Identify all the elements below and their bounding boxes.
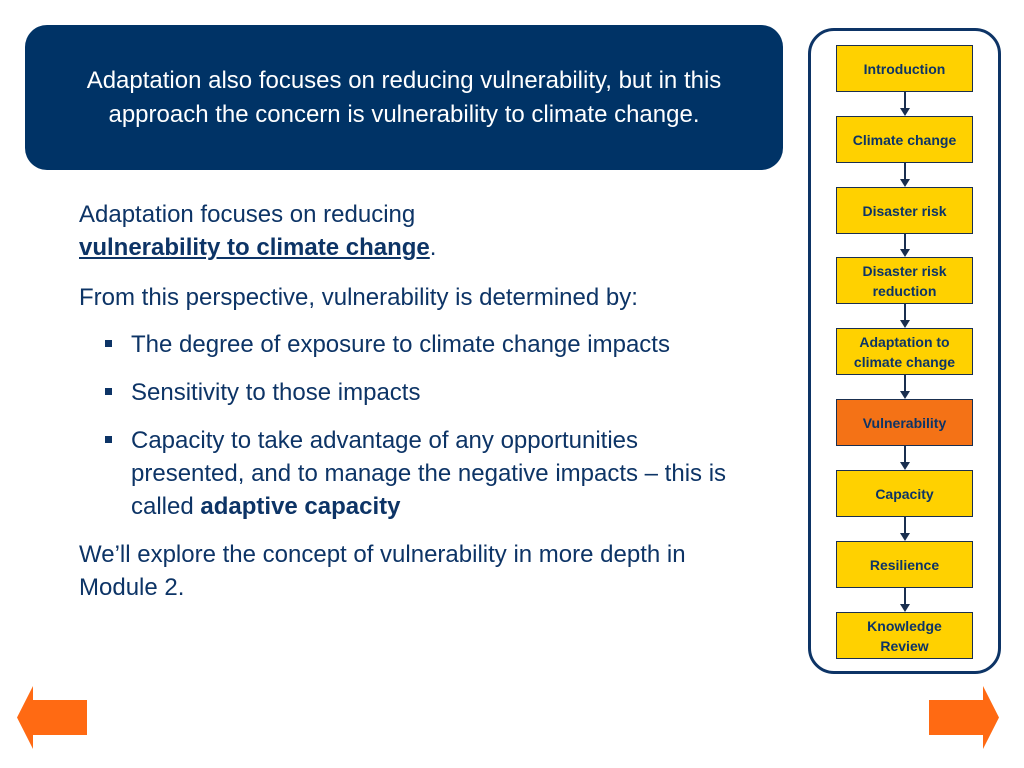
bullet-icon <box>105 436 112 443</box>
bullet-icon <box>105 388 112 395</box>
nav-item-adaptation[interactable]: Adaptation to climate change <box>836 328 973 375</box>
perspective-text: From this perspective, vulnerability is determined by: <box>79 284 638 311</box>
nav-connector-arrow <box>904 163 905 187</box>
list-item: Sensitivity to those impacts <box>79 376 731 409</box>
nav-item-capacity[interactable]: Capacity <box>836 470 973 517</box>
closing-text: We’ll explore the concept of vulnerability in more depth in Module 2. <box>79 541 686 601</box>
banner-line-1: Adaptation also focuses on reducing vulnerability, but in this <box>86 66 722 94</box>
nav-connector-arrow <box>904 446 905 470</box>
intro-line-2: vulnerability to climate change. <box>79 234 437 261</box>
bullet-icon <box>105 340 112 347</box>
main-content <box>79 198 739 604</box>
back-button[interactable] <box>17 686 87 749</box>
nav-item-disaster-risk-reduction[interactable]: Disaster risk reduction <box>836 257 973 304</box>
intro-line-1: Adaptation focuses on reducing <box>79 201 416 228</box>
nav-item-resilience[interactable]: Resilience <box>836 541 973 588</box>
nav-connector-arrow <box>904 234 905 257</box>
adaptive-capacity-emphasis: adaptive capacity <box>200 493 401 520</box>
intro-emphasis: vulnerability to climate change <box>79 234 430 261</box>
left-arrow-icon <box>17 686 87 749</box>
right-arrow-icon <box>929 686 999 749</box>
nav-connector-arrow <box>904 304 905 328</box>
nav-item-introduction[interactable]: Introduction <box>836 45 973 92</box>
list-item: Capacity to take advantage of any opportunities presented, and to manage the negative impacts – this is called adaptive capacity <box>79 424 731 523</box>
nav-connector-arrow <box>904 375 905 399</box>
next-button[interactable] <box>929 686 999 749</box>
header-banner <box>25 25 783 170</box>
nav-connector-arrow <box>904 588 905 612</box>
nav-item-knowledge-review[interactable]: Knowledge Review <box>836 612 973 659</box>
nav-connector-arrow <box>904 92 905 116</box>
nav-item-vulnerability[interactable]: Vulnerability <box>836 399 973 446</box>
nav-item-climate-change[interactable]: Climate change <box>836 116 973 163</box>
nav-connector-arrow <box>904 517 905 541</box>
determinants-list <box>79 328 739 523</box>
list-item: The degree of exposure to climate change impacts <box>79 328 731 361</box>
banner-text <box>87 64 722 132</box>
nav-item-disaster-risk[interactable]: Disaster risk <box>836 187 973 234</box>
banner-line-2: approach the concern is vulnerability to climate change. <box>108 100 700 128</box>
